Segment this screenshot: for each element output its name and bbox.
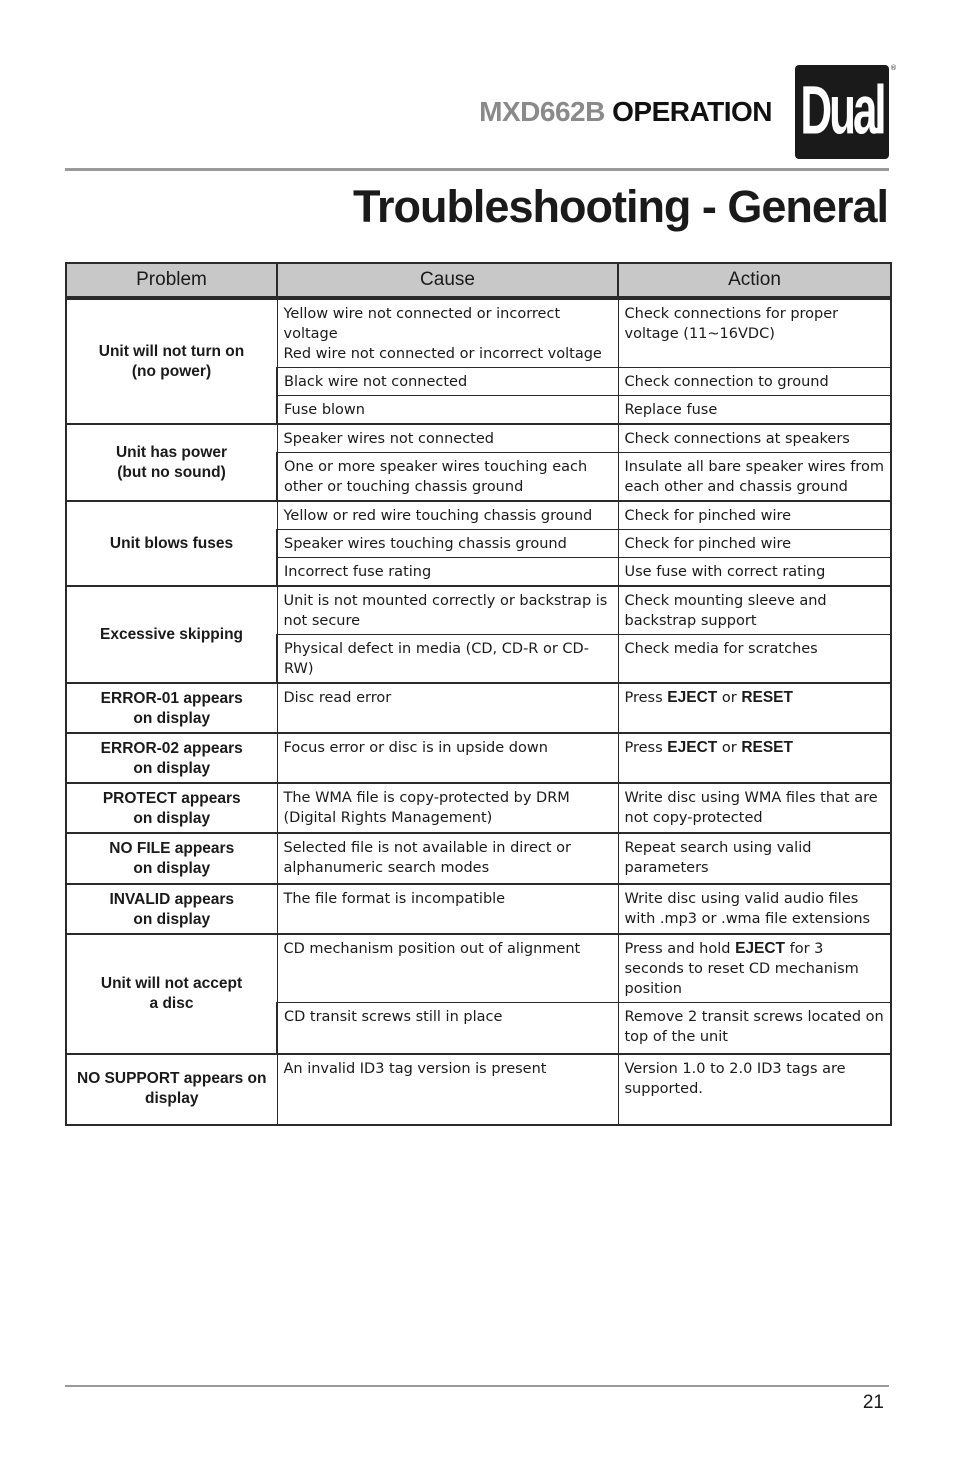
cause-text: One or more speaker wires touching each other or touching chassis ground: [284, 459, 588, 495]
problem-text: display: [145, 1090, 199, 1107]
problem-text: a disc: [149, 994, 194, 1012]
cause-cell: [277, 396, 618, 425]
cause-cell: [277, 368, 618, 396]
cause-cell: [277, 1003, 618, 1054]
action-text: Check connection to ground: [624, 374, 829, 390]
cause-cell: [277, 501, 618, 530]
problem-text: Excessive skipping: [99, 625, 244, 643]
cause-text: Red wire not connected or incorrect voltage: [283, 346, 602, 362]
cause-text: Fuse blown: [284, 402, 365, 418]
button-keyword: RESET: [741, 689, 793, 706]
problem-text: on display: [133, 710, 211, 727]
button-keyword: EJECT: [735, 940, 786, 957]
cause-text: Disc read error: [283, 690, 392, 706]
cause-text: Physical defect in media (CD, CD-R or CD-RW): [284, 641, 589, 677]
action-text: Check for pinched wire: [624, 536, 792, 552]
action-cell: [618, 934, 891, 1003]
action-text: Press: [624, 740, 668, 756]
problem-cell: [66, 934, 277, 1054]
cause-cell: [277, 586, 618, 635]
header-action: Action: [618, 263, 891, 298]
problem-text: NO FILE appears: [109, 840, 235, 857]
action-text: Remove 2 transit screws located on top of the unit: [624, 1009, 884, 1045]
action-text: for 3 seconds to reset CD mechanism position: [624, 941, 859, 997]
action-cell: [618, 1003, 891, 1054]
problem-cell: [66, 1054, 277, 1125]
action-cell: [618, 530, 891, 558]
cause-cell: [277, 934, 618, 1003]
cause-cell: [277, 733, 618, 783]
cause-cell: [277, 683, 618, 733]
cause-text: Unit is not mounted correctly or backstrap is not secure: [283, 593, 608, 629]
footer-divider: [65, 1385, 889, 1387]
problem-text: NO SUPPORT appears on: [77, 1070, 267, 1087]
action-cell: [618, 368, 891, 396]
action-cell: [618, 783, 891, 833]
action-text: or: [717, 690, 742, 706]
action-cell: [618, 683, 891, 733]
button-keyword: RESET: [741, 739, 793, 756]
action-cell: [618, 1054, 891, 1125]
problem-text: ERROR-01 appears: [100, 690, 243, 707]
model-number: MXD662B: [479, 96, 605, 127]
cause-text: CD transit screws still in place: [284, 1009, 503, 1025]
problem-text: Unit will not accept: [100, 974, 243, 992]
action-text: Check media for scratches: [624, 641, 818, 657]
problem-cell: [66, 586, 277, 683]
problem-text: PROTECT appears: [102, 790, 241, 807]
table-body: [66, 298, 891, 1125]
cause-text: Yellow or red wire touching chassis ground: [283, 508, 593, 524]
problem-cell: [66, 424, 277, 501]
cause-cell: [277, 424, 618, 453]
cause-text: The file format is incompatible: [283, 891, 506, 907]
action-text: Repeat search using valid parameters: [624, 840, 812, 876]
problem-text: Unit has power: [115, 443, 228, 461]
table-row: [66, 586, 891, 635]
cause-cell: [277, 783, 618, 833]
cause-text: Selected file is not available in direct or alphanumeric search modes: [283, 840, 571, 876]
cause-cell: [277, 884, 618, 934]
action-cell: [618, 833, 891, 884]
action-text: Write disc using WMA files that are not copy-protected: [624, 790, 878, 826]
table-row: [66, 501, 891, 530]
action-text: Press and hold: [624, 941, 736, 957]
action-cell: [618, 635, 891, 684]
problem-cell: [66, 783, 277, 833]
table-row: [66, 934, 891, 1003]
table-row: [66, 424, 891, 453]
action-text: Press: [624, 690, 668, 706]
problem-text: ERROR-02 appears: [100, 740, 243, 757]
action-cell: [618, 558, 891, 587]
table-row: [66, 298, 891, 368]
dual-logo-text: Dual: [800, 73, 884, 150]
button-keyword: EJECT: [667, 739, 718, 756]
action-cell: [618, 298, 891, 368]
table-row: [66, 683, 891, 733]
action-text: Write disc using valid audio files with .mp3 or .wma file extensions: [624, 891, 871, 927]
cause-cell: [277, 1054, 618, 1125]
problem-text: Unit blows fuses: [109, 534, 234, 552]
cause-cell: [277, 558, 618, 587]
cause-cell: [277, 453, 618, 502]
table-row: [66, 733, 891, 783]
cause-text: Speaker wires not connected: [283, 431, 494, 447]
header-model-title: [479, 96, 772, 128]
cause-text: Black wire not connected: [284, 374, 468, 390]
cause-cell: [277, 635, 618, 684]
button-keyword: EJECT: [667, 689, 718, 706]
table-row: [66, 783, 891, 833]
dual-logo: [795, 65, 889, 159]
cause-text: An invalid ID3 tag version is present: [283, 1060, 547, 1077]
cause-text: Incorrect fuse rating: [284, 564, 432, 580]
action-text: Check connections at speakers: [624, 431, 850, 447]
page-title: Troubleshooting - General: [352, 181, 888, 232]
problem-text: INVALID appears: [109, 891, 235, 908]
problem-cell: [66, 683, 277, 733]
problem-cell: [66, 884, 277, 934]
action-cell: [618, 453, 891, 502]
cause-cell: [277, 298, 618, 368]
problem-text: on display: [133, 810, 211, 827]
model-operation-label: OPERATION: [612, 96, 772, 127]
action-text: Check for pinched wire: [624, 508, 792, 524]
action-text: Insulate all bare speaker wires from each other and chassis ground: [624, 459, 884, 495]
problem-text: on display: [133, 760, 211, 777]
problem-text: on display: [133, 860, 211, 877]
problem-text: on display: [133, 911, 211, 928]
troubleshooting-table: [65, 262, 892, 1126]
problem-text: (no power): [131, 362, 212, 380]
action-cell: [618, 424, 891, 453]
cause-text: CD mechanism position out of alignment: [283, 941, 581, 957]
action-text: Replace fuse: [624, 402, 718, 418]
cause-cell: [277, 833, 618, 884]
cause-text: The WMA file is copy-protected by DRM: [283, 790, 570, 806]
page-number: 21: [862, 1392, 884, 1413]
header-problem: Problem: [66, 263, 277, 298]
action-cell: [618, 586, 891, 635]
cause-text: Focus error or disc is in upside down: [283, 740, 548, 756]
cause-cell: [277, 530, 618, 558]
action-text: or: [717, 740, 742, 756]
problem-text: (but no sound): [117, 463, 226, 481]
registered-mark: ®: [890, 64, 897, 72]
table-row: [66, 1054, 891, 1125]
cause-text: (Digital Rights Management): [283, 810, 493, 826]
action-cell: [618, 884, 891, 934]
action-text: Use fuse with correct rating: [624, 564, 826, 580]
action-cell: [618, 396, 891, 425]
cause-text: Yellow wire not connected or incorrect voltage: [283, 306, 561, 342]
table-header-row: [66, 263, 891, 298]
problem-cell: [66, 733, 277, 783]
table-row: [66, 833, 891, 884]
action-text: Version 1.0 to 2.0 ID3 tags are supported.: [624, 1060, 846, 1097]
problem-cell: [66, 833, 277, 884]
header-cause: Cause: [277, 263, 618, 298]
cause-text: Speaker wires touching chassis ground: [284, 536, 567, 552]
problem-text: Unit will not turn on: [98, 342, 245, 360]
problem-cell: [66, 298, 277, 424]
header-divider: [65, 168, 889, 171]
table-row: [66, 884, 891, 934]
action-text: Check connections for proper voltage (11~16VDC): [624, 306, 839, 342]
action-cell: [618, 501, 891, 530]
action-text: Check mounting sleeve and backstrap support: [624, 593, 827, 629]
action-cell: [618, 733, 891, 783]
problem-cell: [66, 501, 277, 586]
